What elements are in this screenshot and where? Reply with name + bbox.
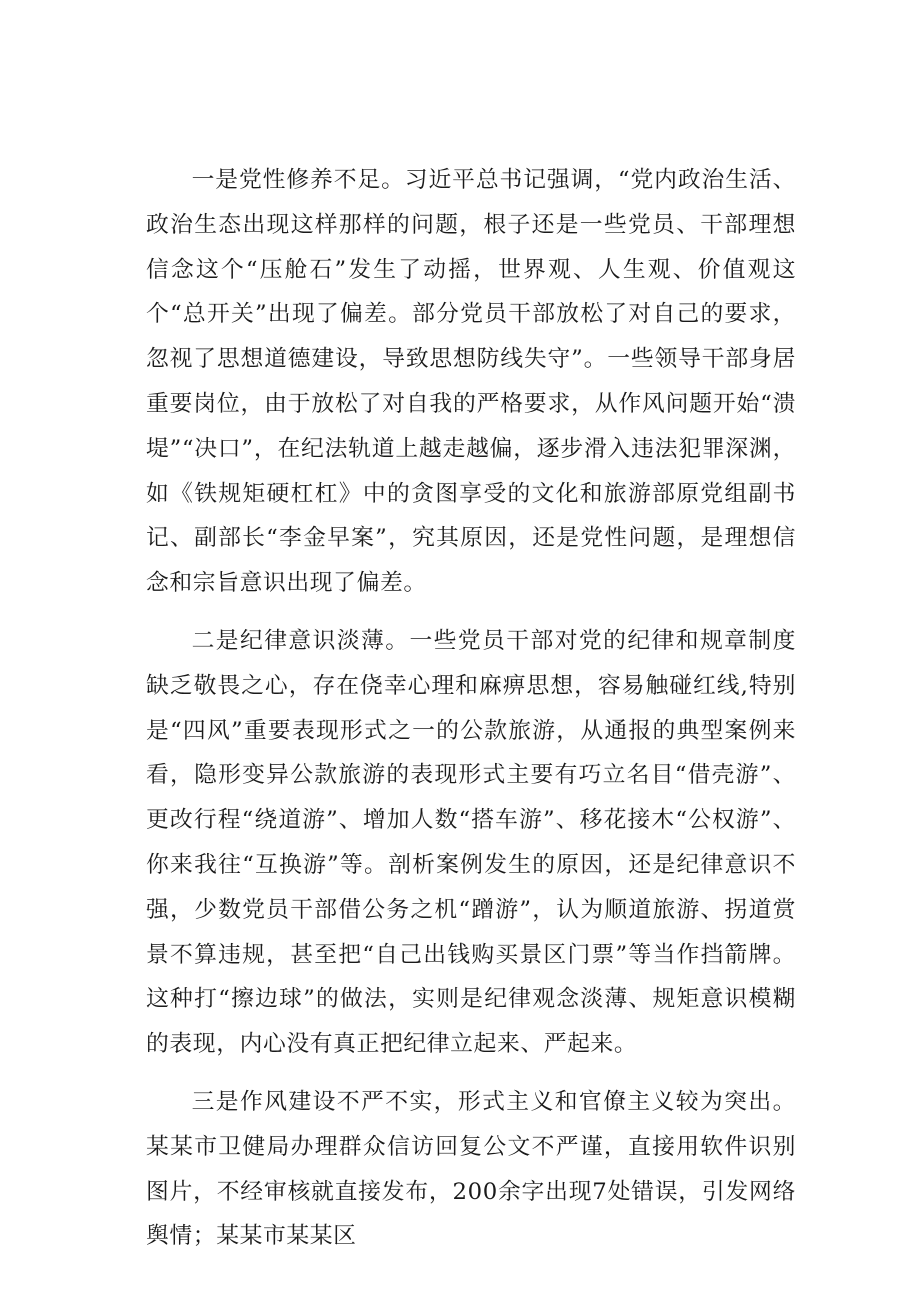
paragraph-work-style: 三是作风建设不严不实，形式主义和官僚主义较为突出。某某市卫健局办理群众信访回复公文不严谨，直接用软件识别图片，不经审核就直接发布，200余字出现7处错误，引发网络舆情；某某市某某区: [146, 1088, 796, 1250]
paragraph-discipline-awareness: 二是纪律意识淡薄。一些党员干部对党的纪律和规章制度缺乏敬畏之心，存在侥幸心理和麻痹思想，容易触碰红线,特别是“四风”重要表现形式之一的公款旅游，从通报的典型案例来看，隐形变异公款旅游的表现形式主要有巧立名目“借壳游”、更改行程“绕道游”、增加人数“搭车游”、移花接木“公权游”、你来我往“互换游”等。剖析案例发生的原因，还是纪律意识不强，少数党员干部借公务之机“蹭游”，认为顺道旅游、拐道赏景不算违规，甚至把“自己出钱购买景区门票”等当作挡箭牌。这种打“擦边球”的做法，实则是纪律观念淡薄、规矩意识模糊的表现，内心没有真正把纪律立起来、严起来。: [146, 627, 796, 1058]
document-body: [146, 158, 796, 1272]
paragraph-party-spirit: 一是党性修养不足。习近平总书记强调，“党内政治生活、政治生态出现这样那样的问题，根子还是一些党员、干部理想信念这个“压舱石”发生了动摇，世界观、人生观、价值观这个“总开关”出现了偏差。部分党员干部放松了对自己的要求，忽视了思想道德建设，导致思想防线失守”。一些领导干部身居重要岗位，由于放松了对自我的严格要求，从作风问题开始“溃堤”“决口”，在纪法轨道上越走越偏，逐步滑入违法犯罪深渊，如《铁规矩硬杠杠》中的贪图享受的文化和旅游部原党组副书记、副部长“李金早案”，究其原因，还是党性问题，是理想信念和宗旨意识出现了偏差。: [146, 167, 796, 597]
